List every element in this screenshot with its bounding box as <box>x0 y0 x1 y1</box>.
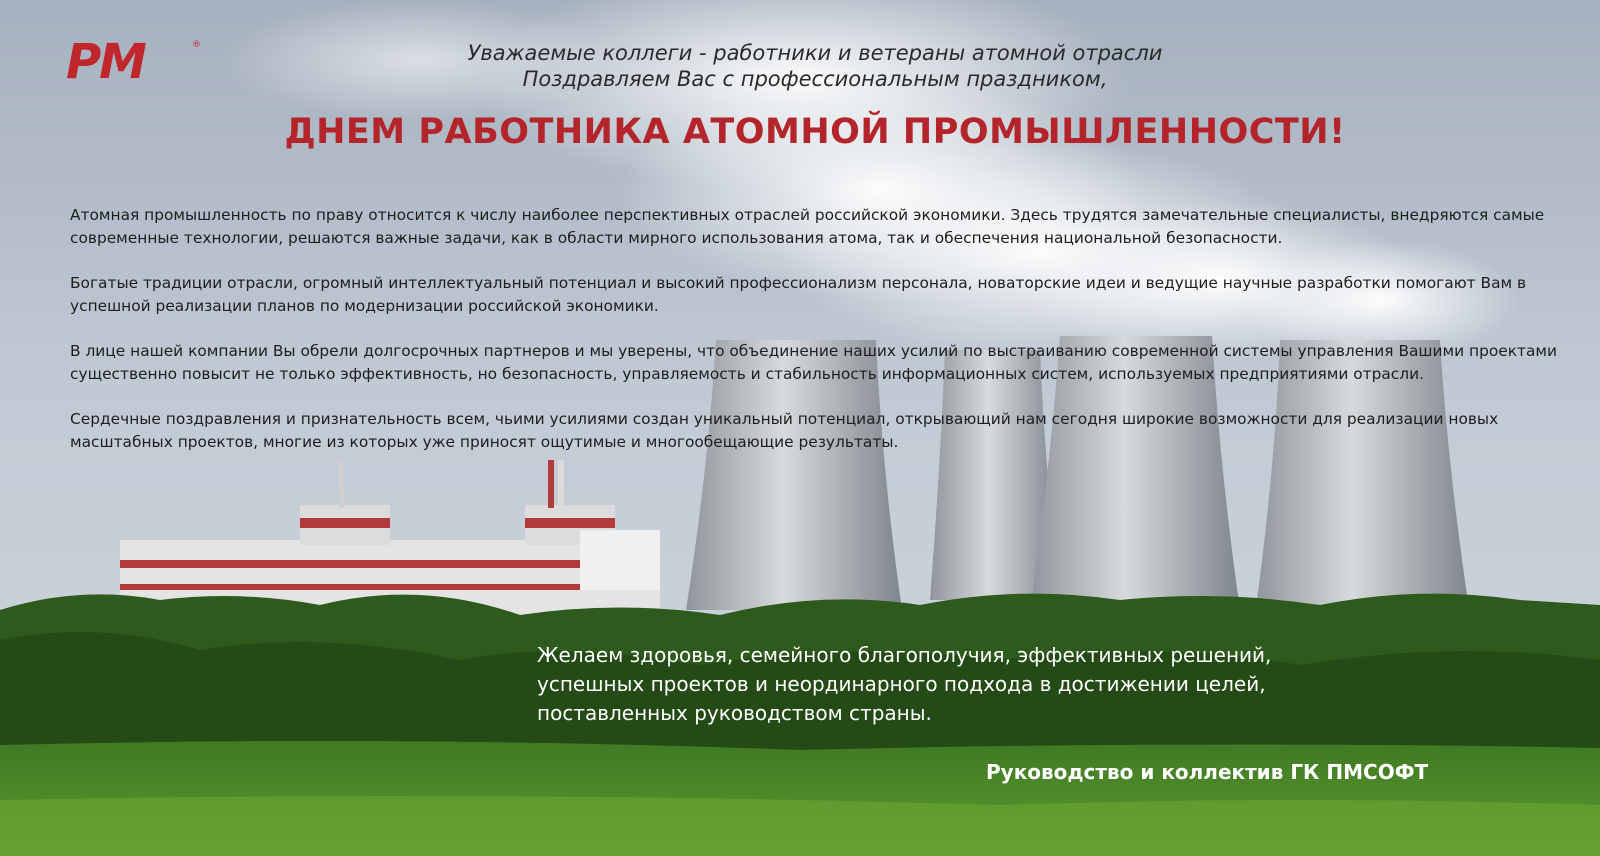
paragraph-3: В лице нашей компании Вы обрели долгосрочных партнеров и мы уверены, что объединение наших усилий по выстраиванию современной системы управления Вашими проектами существенно повысит не только эффективность, но безопасность, управляемость и стабильность информационных систем, используемых предприятиями отрасли. <box>70 342 1558 383</box>
paragraph-4: Сердечные поздравления и признательность всем, чьими усилиями создан уникальный потенциал, открывающий нам сегодня широкие возможности для реализации новых масштабных проектов, многие из которых уже приносят ощутимые и многообещающие результаты. <box>70 410 1499 451</box>
wishes-line-3: поставленных руководством страны. <box>537 701 932 725</box>
registered-mark: ® <box>192 40 201 50</box>
logo-text: PM <box>66 34 145 90</box>
paragraph-2: Богатые традиции отрасли, огромный интеллектуальный потенциал и высокий профессионализм персонала, новаторские идеи и ведущие научные разработки помогают Вам в успешной реализации планов по модернизации российской экономики. <box>70 274 1527 315</box>
greeting-line-2: Поздравляем Вас с профессиональным праздником, <box>522 67 1108 91</box>
paragraph-1: Атомная промышленность по праву относится к числу наиболее перспективных отраслей российской экономики. Здесь трудятся замечательные специалисты, внедряются самые современные технологии, решаются важные задачи, как в области мирного использования атома, так и обеспечения национальной безопасности. <box>70 206 1545 247</box>
wishes-line-1: Желаем здоровья, семейного благополучия, эффективных решений, <box>537 643 1272 667</box>
body-text <box>70 204 1560 476</box>
headline: ДНЕМ РАБОТНИКА АТОМНОЙ ПРОМЫШЛЕННОСТИ! <box>284 112 1346 152</box>
wishes <box>537 641 1297 728</box>
greeting-line-1: Уважаемые коллеги - работники и ветераны атомной отрасли <box>467 41 1163 65</box>
greeting <box>400 40 1230 92</box>
signature: Руководство и коллектив ГК ПМСОФТ <box>986 760 1429 784</box>
company-logo <box>62 34 212 90</box>
wishes-line-2: успешных проектов и неординарного подхода в достижении целей, <box>537 672 1266 696</box>
